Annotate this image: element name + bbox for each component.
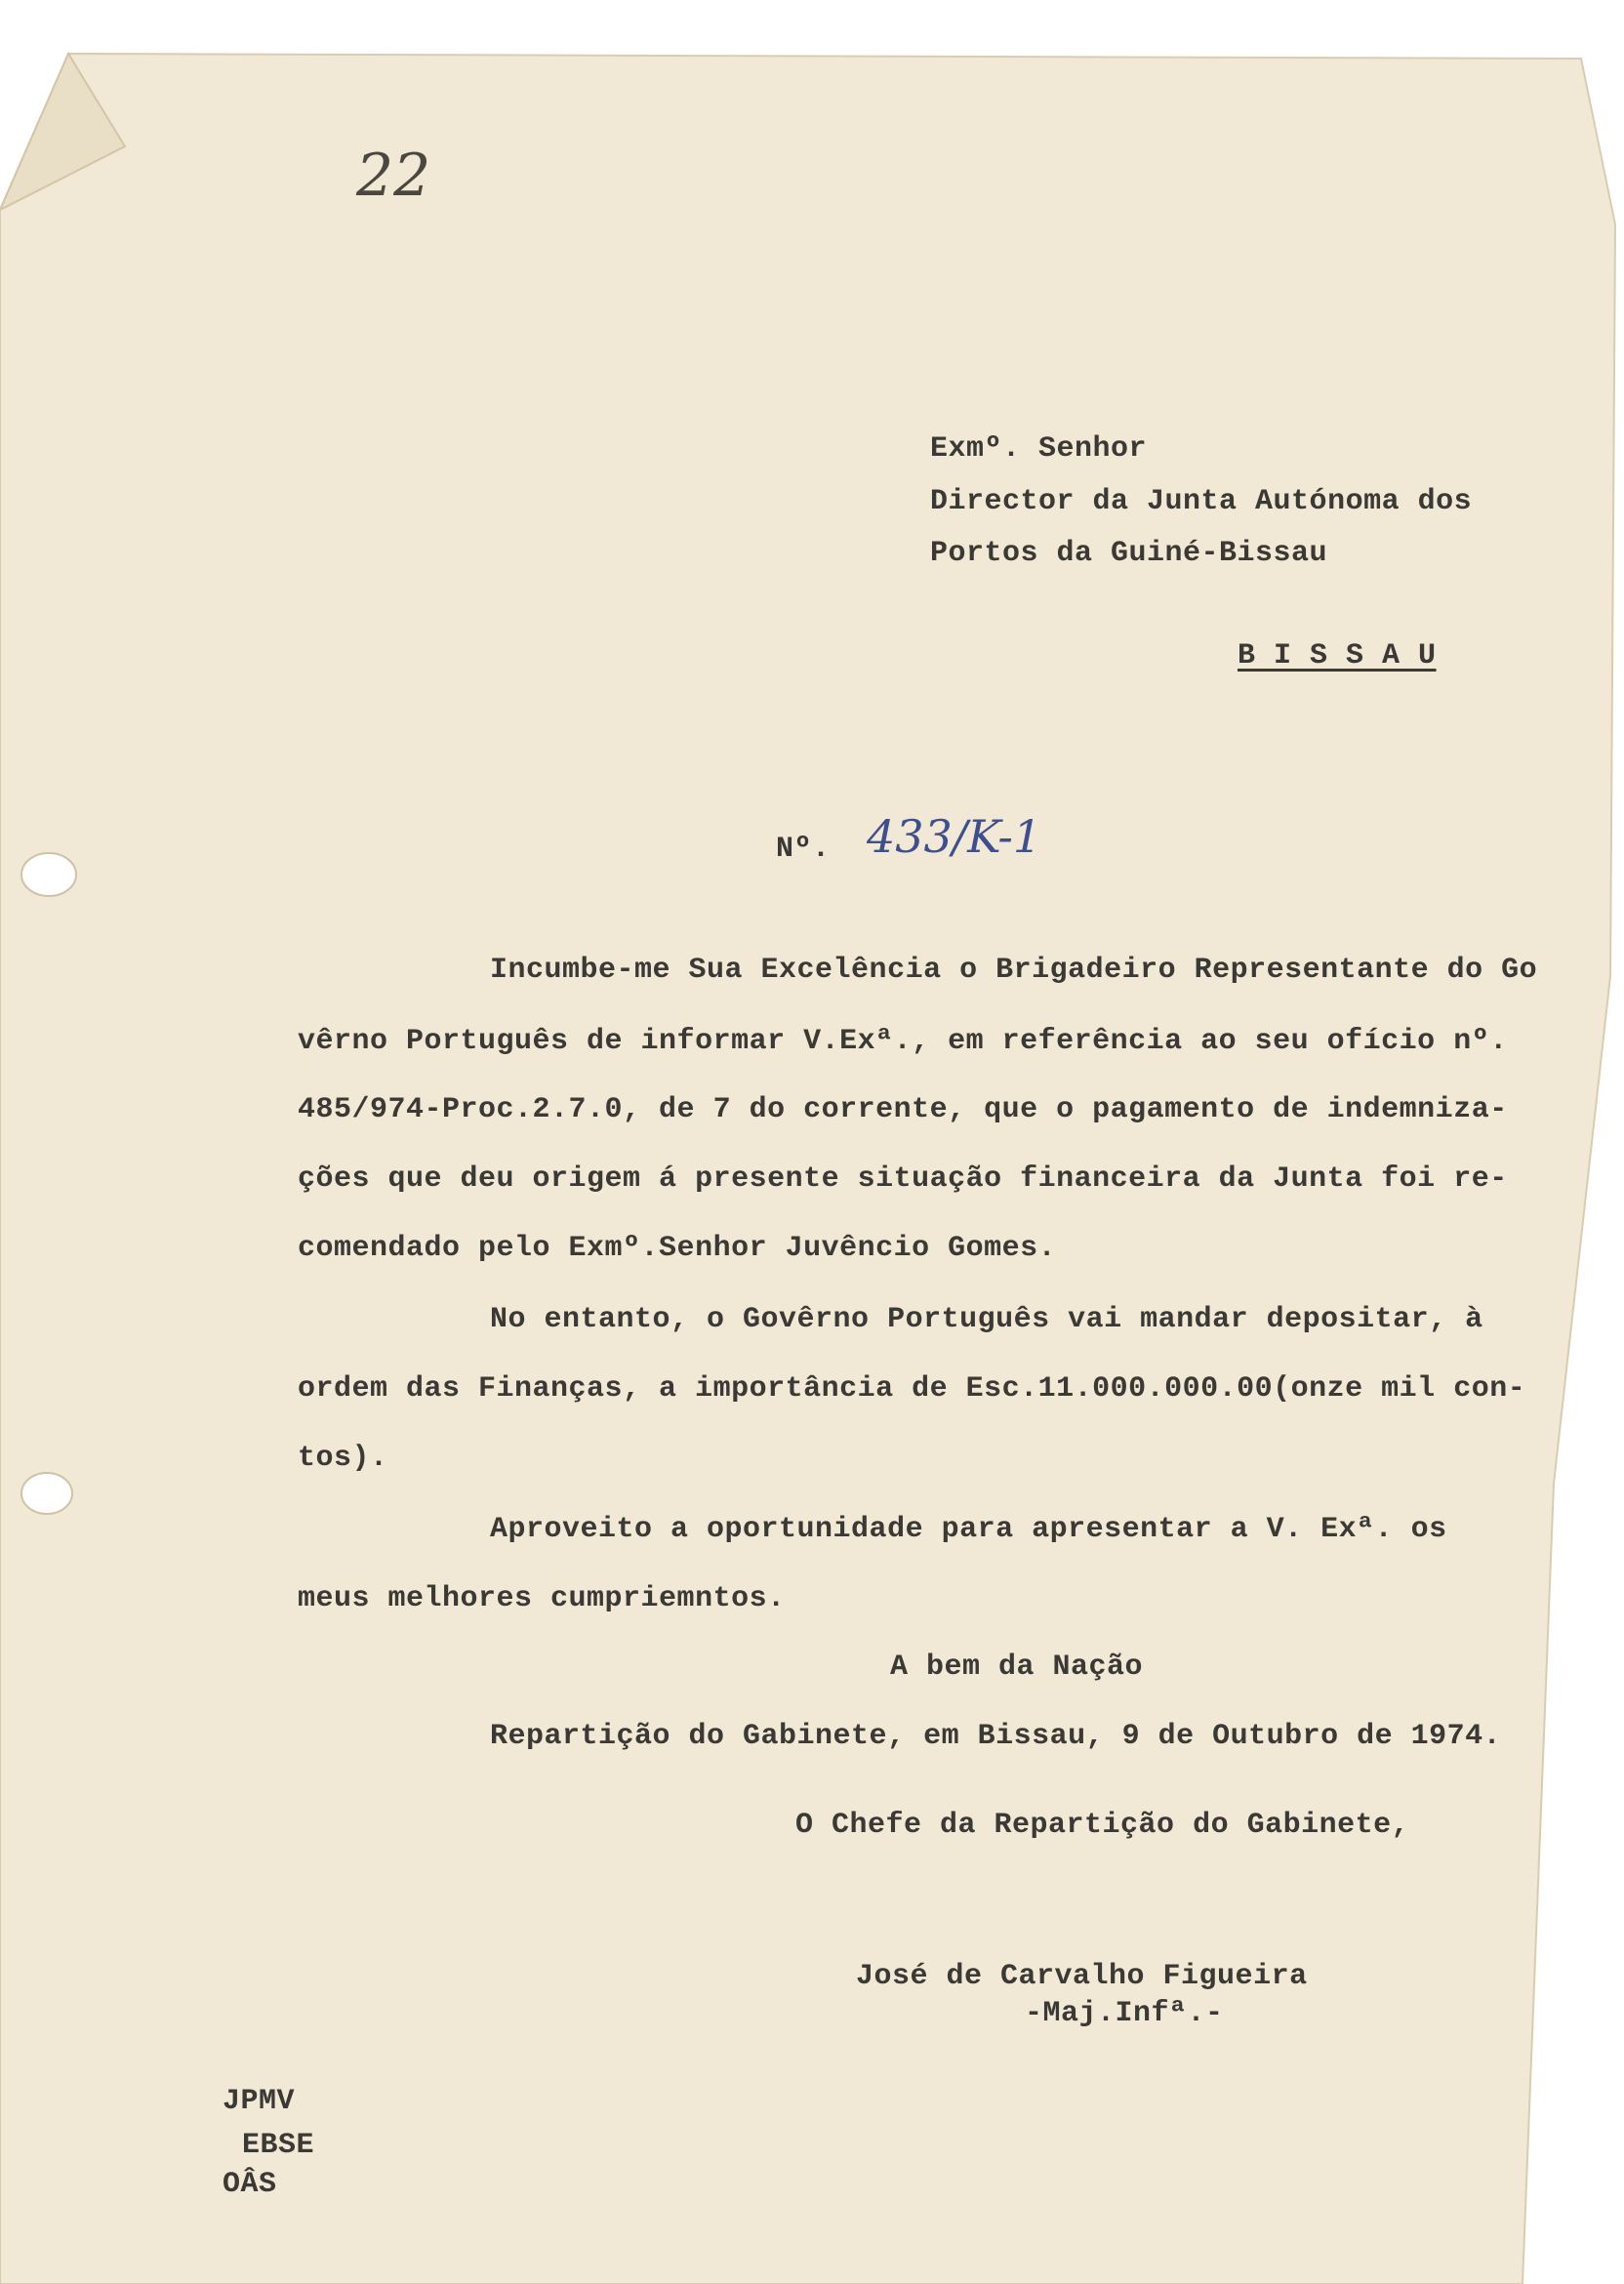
closing-salutation: A bem da Nação: [890, 1651, 1144, 1684]
initials-line-2: EBSE: [242, 2129, 315, 2162]
page-number: 22: [356, 142, 431, 210]
body-paragraph-2-line-1: No entanto, o Govêrno Português vai mandar depositar, à: [490, 1303, 1483, 1336]
signer-name: José de Carvalho Figueira: [856, 1960, 1308, 1993]
body-paragraph-1-line-2: vêrno Português de informar V.Exª., em referência ao seu ofício nº.: [298, 1025, 1508, 1058]
body-paragraph-2-line-2: ordem das Finanças, a importância de Esc.11.000.000.00(onze mil con-: [298, 1372, 1526, 1406]
initials-line-3: OÂS: [223, 2168, 277, 2201]
signer-rank: -Maj.Infª.-: [1025, 1997, 1224, 2030]
reference-number: 433/K-1: [867, 810, 1042, 863]
addressee-city: B I S S A U: [1238, 639, 1437, 673]
body-paragraph-2-line-3: tos).: [298, 1442, 388, 1475]
addressee-line-2: Director da Junta Autónoma dos: [930, 485, 1473, 518]
addressee-line-3: Portos da Guiné-Bissau: [930, 537, 1328, 570]
reference-label: Nº.: [776, 833, 831, 866]
addressee-line-1: Exmº. Senhor: [930, 432, 1148, 466]
closing-place-date: Repartição do Gabinete, em Bissau, 9 de Outubro de 1974.: [490, 1720, 1502, 1753]
body-paragraph-1-line-1: Incumbe-me Sua Excelência o Brigadeiro Representante do Go: [490, 954, 1538, 987]
initials-line-1: JPMV: [223, 2085, 296, 2118]
body-paragraph-1-line-5: comendado pelo Exmº.Senhor Juvêncio Gomes.: [298, 1232, 1057, 1265]
punch-hole-top: [21, 853, 76, 896]
body-paragraph-3-line-2: meus melhores cumpriemntos.: [298, 1582, 786, 1615]
punch-hole-bottom: [21, 1473, 72, 1514]
body-paragraph-1-line-4: ções que deu origem á presente situação financeira da Junta foi re-: [298, 1162, 1508, 1196]
body-paragraph-1-line-3: 485/974-Proc.2.7.0, de 7 do corrente, que o pagamento de indemniza-: [298, 1093, 1508, 1126]
closing-role: O Chefe da Repartição do Gabinete,: [795, 1809, 1410, 1842]
body-paragraph-3-line-1: Aproveito a oportunidade para apresentar a V. Exª. os: [490, 1513, 1447, 1546]
